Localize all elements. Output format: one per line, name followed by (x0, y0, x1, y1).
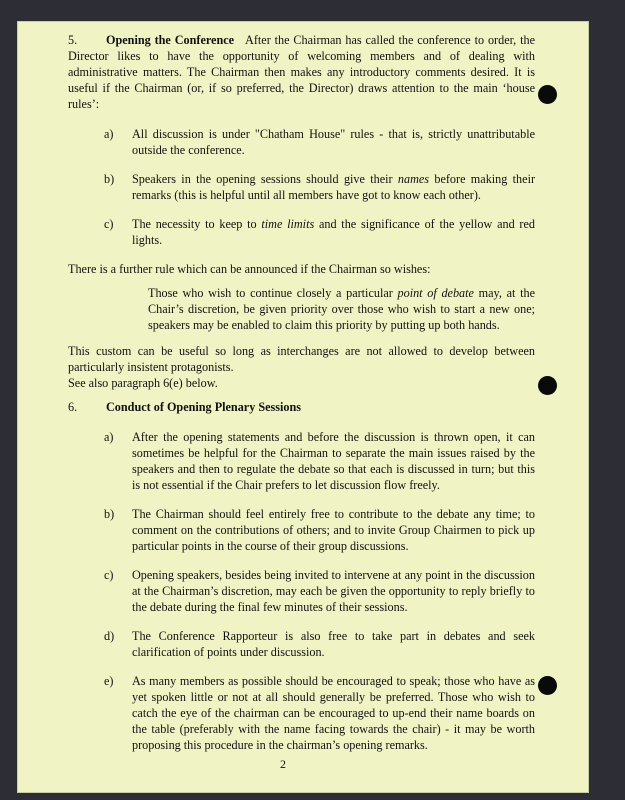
punch-hole (538, 676, 557, 695)
item-label: a) (104, 430, 114, 444)
further-rule: There is a further rule which can be announced if the Chairman so wishes: (68, 262, 431, 276)
item-label: d) (104, 629, 115, 643)
item-label: e) (104, 674, 114, 688)
item-text: The necessity to keep to (132, 217, 262, 231)
section-5-number: 5. (68, 33, 78, 47)
item-label: b) (104, 172, 115, 186)
section-5-item-b (68, 171, 535, 203)
page-number: 2 (280, 757, 286, 771)
section-5-intro-text: After the Chairman has called the conference to order, the Director likes to have the opportunity of welcoming members and of dealing with administrative matters. The Chairman then makes any introductory comments desired. It is useful if the Chairman (or, if so preferred, the Director) draws attention to the main ‘house rules’: (68, 33, 535, 111)
item-emphasis: names (397, 172, 430, 186)
punch-hole (538, 376, 557, 395)
item-text: Speakers in the opening sessions should give their (132, 172, 398, 186)
quote-emphasis: point of debate (397, 286, 474, 300)
section-6-item-c (68, 567, 535, 615)
section-5-item-a (68, 126, 535, 158)
section-5-title: Opening the Conference (106, 33, 235, 47)
section-6-item-a (68, 429, 535, 493)
debate-priority-rule (68, 285, 535, 333)
item-text: All discussion is under "Chatham House" rules - that is, strictly unattributable outside the conference. (132, 127, 535, 157)
section-6-title: Conduct of Opening Plenary Sessions (106, 400, 302, 414)
see-also-note: See also paragraph 6(e) below. (68, 376, 218, 390)
document-body (68, 32, 535, 766)
item-label: a) (104, 127, 114, 141)
custom-note: This custom can be useful so long as interchanges are not allowed to develop between particularly insistent protagonists. (68, 344, 535, 374)
section-6-number: 6. (68, 400, 78, 414)
item-text: Opening speakers, besides being invited to intervene at any point in the discussion at the Chairman’s discretion, may each be given the opportunity to reply briefly to the debate during the final few minutes of their sessions. (132, 568, 535, 614)
section-5-item-c (68, 216, 535, 248)
item-text-cont: and the significance of the yellow and red lights. (132, 217, 535, 247)
punch-hole (538, 85, 557, 104)
item-label: c) (104, 217, 114, 231)
item-text: The Chairman should feel entirely free to contribute to the debate any time; to comment on the contributions of others; and to invite Group Chairmen to pick up particular points in the course of their group discussions. (132, 507, 535, 553)
item-text: As many members as possible should be encouraged to speak; those who have as yet spoken little or not at all should generally be preferred. Those who wish to catch the eye of the chairman can be encouraged to up-end their name boards on the table (preferably with the name facing towards the chair) - it may be worth proposing this procedure in the chairman’s opening remarks. (132, 674, 535, 752)
section-6-item-b (68, 506, 535, 554)
section-6-item-e (68, 673, 535, 753)
item-label: b) (104, 507, 115, 521)
item-label: c) (104, 568, 114, 582)
section-5-intro (68, 32, 535, 112)
item-text: After the opening statements and before the discussion is thrown open, it can sometimes be helpful for the Chairman to separate the main issues raised by the speakers and then to regulate the debate so that each is discussed in turn; but this is not essential if the Chair prefers to let discussion flow freely. (132, 430, 535, 492)
item-text: The Conference Rapporteur is also free to take part in debates and seek clarification of points under discussion. (132, 629, 535, 659)
document-page (18, 22, 588, 792)
section-6-item-d (68, 628, 535, 660)
quote-text-cont: may, at the Chair’s discretion, be given priority over those who wish to start a new one; speakers may be enabled to claim this priority by putting up both hands. (148, 286, 535, 332)
item-text-cont: before making their remarks (this is helpful until all members have got to know each other). (132, 172, 536, 202)
section-6-heading (68, 399, 535, 415)
quote-text: Those who wish to continue closely a particular (148, 286, 398, 300)
item-emphasis: time limits (261, 217, 315, 231)
